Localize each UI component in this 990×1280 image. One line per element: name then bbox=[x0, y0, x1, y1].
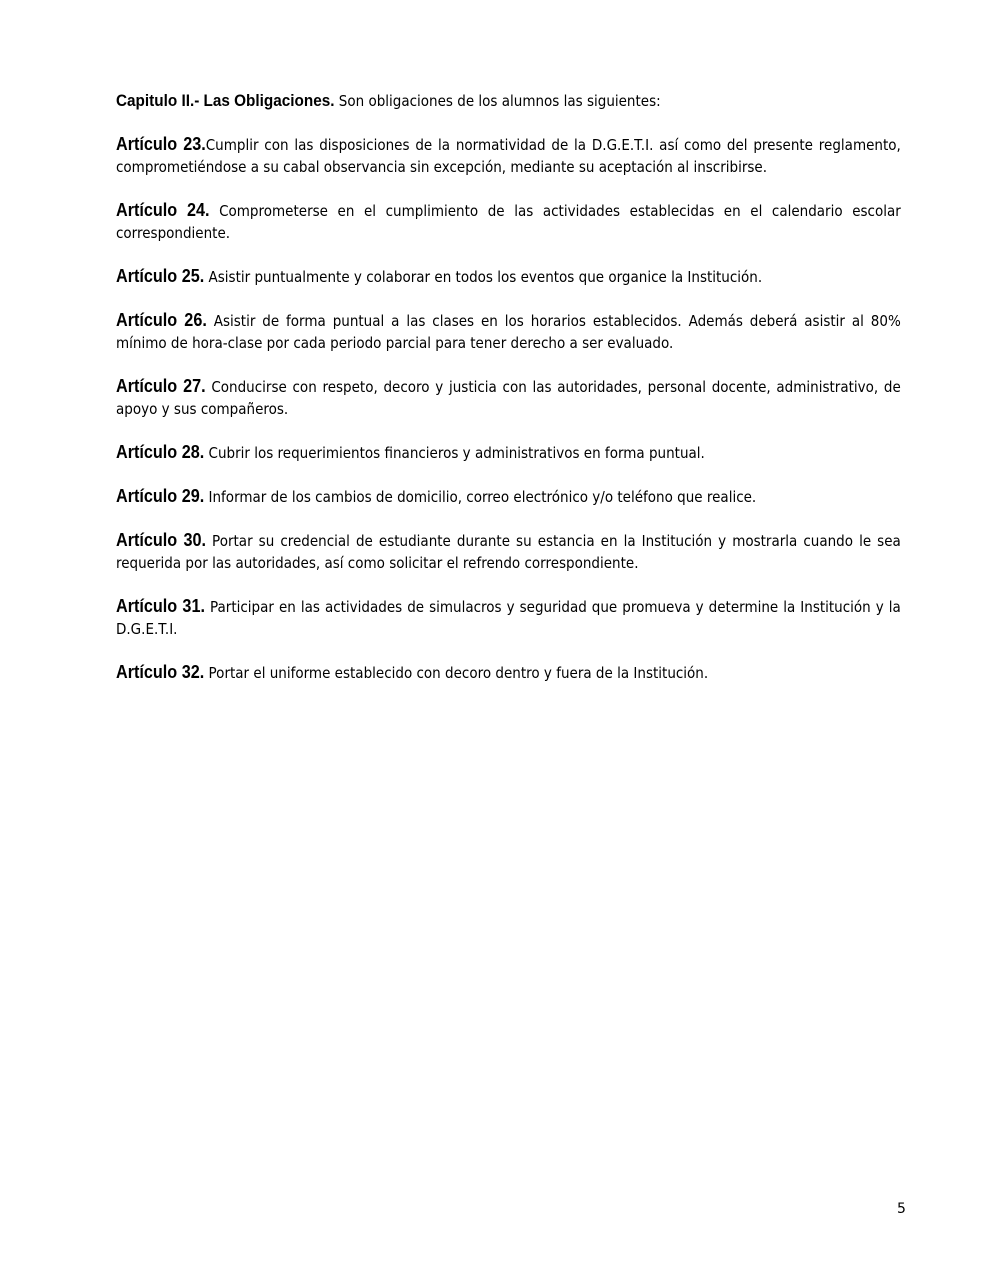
article-29-text: Informar de los cambios de domicilio, correo electrónico y/o teléfono que realice. bbox=[204, 488, 757, 506]
article-25-text: Asistir puntualmente y colaborar en todos los eventos que organice la Institución. bbox=[204, 268, 763, 286]
article-27-text: Conducirse con respeto, decoro y justicia con las autoridades, personal docente, administrativo, de apoyo y sus compañeros. bbox=[116, 378, 901, 418]
article-23-title: Artículo 23. bbox=[116, 134, 206, 154]
article-32-text: Portar el uniforme establecido con decoro dentro y fuera de la Institución. bbox=[204, 664, 709, 682]
chapter-intro-text: Son obligaciones de los alumnos las siguientes: bbox=[334, 92, 661, 110]
article-28-text: Cubrir los requerimientos financieros y administrativos en forma puntual. bbox=[204, 444, 705, 462]
article-32 bbox=[116, 661, 901, 684]
article-24-title: Artículo 24. bbox=[116, 200, 210, 220]
article-30 bbox=[116, 529, 901, 574]
article-27 bbox=[116, 375, 901, 420]
article-30-text: Portar su credencial de estudiante durante su estancia en la Institución y mostrarla cuando le sea requerida por las autoridades, así como solicitar el refrendo correspondiente. bbox=[116, 532, 901, 572]
article-24 bbox=[116, 199, 901, 244]
article-31 bbox=[116, 595, 901, 640]
article-31-text: Participar en las actividades de simulacros y seguridad que promueva y determine la Institución y la D.G.E.T.I. bbox=[116, 598, 901, 638]
article-23-text: Cumplir con las disposiciones de la normatividad de la D.G.E.T.I. así como del presente reglamento, comprometiéndose a su cabal observancia sin excepción, mediante su aceptación al inscribirse. bbox=[116, 136, 901, 176]
document-page bbox=[116, 90, 901, 705]
article-30-title: Artículo 30. bbox=[116, 530, 206, 550]
article-29-title: Artículo 29. bbox=[116, 486, 205, 506]
article-27-title: Artículo 27. bbox=[116, 376, 206, 396]
article-29 bbox=[116, 485, 901, 508]
article-25-title: Artículo 25. bbox=[116, 266, 205, 286]
chapter-heading-paragraph bbox=[116, 90, 901, 112]
article-26-title: Artículo 26. bbox=[116, 310, 207, 330]
article-32-title: Artículo 32. bbox=[116, 662, 205, 682]
article-26-text: Asistir de forma puntual a las clases en los horarios establecidos. Además deberá asistir al 80% mínimo de hora-clase por cada periodo parcial para tener derecho a ser evaluado. bbox=[116, 312, 901, 352]
article-23 bbox=[116, 133, 901, 178]
article-24-text: Comprometerse en el cumplimiento de las actividades establecidas en el calendario escolar correspondiente. bbox=[116, 202, 901, 242]
article-26 bbox=[116, 309, 901, 354]
chapter-heading: Capitulo II.- Las Obligaciones. bbox=[116, 91, 335, 110]
page-number: 5 bbox=[897, 1201, 906, 1217]
article-25 bbox=[116, 265, 901, 288]
article-28-title: Artículo 28. bbox=[116, 442, 205, 462]
article-28 bbox=[116, 441, 901, 464]
article-31-title: Artículo 31. bbox=[116, 596, 205, 616]
